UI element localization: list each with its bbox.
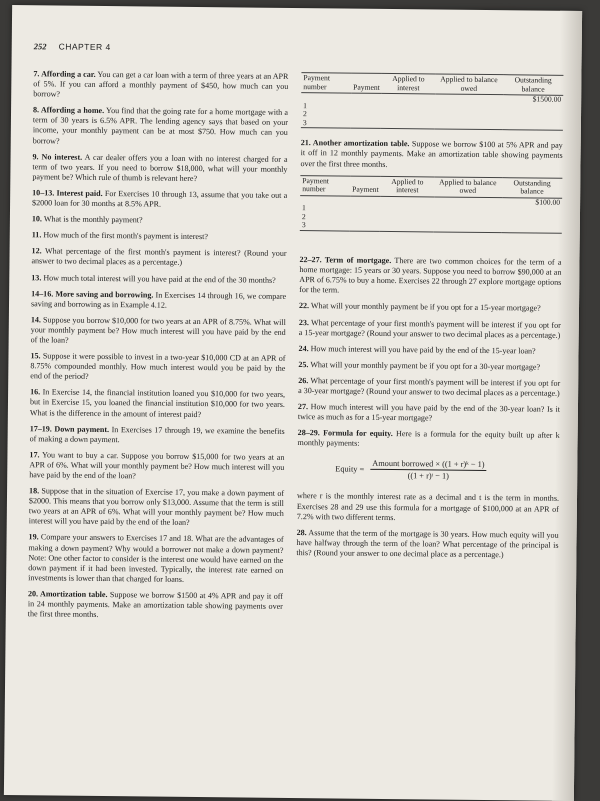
exercise-heading — [30, 351, 40, 360]
exercise-text: What percentage of the first month's payment is interest? (Round your answer to two decimal places as a percentage.) — [31, 246, 287, 268]
exercise-text: How much of the first month's payment is interest? — [43, 230, 209, 242]
exercise-number: 7. — [33, 69, 40, 79]
exercise-number: 22. — [298, 301, 310, 311]
exercise — [31, 315, 286, 348]
right-column — [296, 72, 563, 567]
exercise-heading — [299, 301, 309, 310]
exercise-number: 21. — [300, 138, 311, 148]
exercise — [296, 528, 558, 561]
exercise-text: What will your monthly payment be if you opt for a 30-year mortgage? — [310, 359, 541, 372]
exercise-text: In Exercise 14, the financial institution loaned you $10,000 for two years, but in Exercise 15, you loaned the financial institution $10,000 for two years. What is the difference in the amount of interest paid? — [29, 387, 286, 419]
formula-denominator: ((1 + r)ᵗ − 1) — [407, 471, 449, 482]
exercise — [31, 273, 286, 286]
exercise-heading — [29, 450, 39, 459]
post-formula-exercises — [296, 491, 559, 560]
exercise-number: 19. — [28, 532, 39, 542]
exercise — [299, 344, 561, 357]
exercise-text: Here is a formula for the equity built up after k monthly payments: — [297, 429, 560, 449]
table-header-cell: Outstanding balance — [502, 177, 563, 198]
exercise-number: 11. — [31, 230, 42, 240]
payment-number-cell: 1 — [301, 203, 306, 213]
exercise-heading — [33, 106, 104, 116]
exercise-number: 20. — [27, 589, 39, 599]
exercise — [299, 301, 561, 314]
exercise-text: For Exercises 10 through 13, assume that you take out a $2000 loan for 30 months at 8.5% APR. — [32, 188, 288, 209]
exercise-title: Formula for equity. — [323, 428, 393, 439]
payment-number-cell: 2 — [301, 211, 306, 221]
formula-numerator: Amount borrowed × ((1 + r)ᵏ − 1) — [370, 459, 486, 471]
amortization-table-2 — [300, 175, 563, 234]
exercise-number: 28. — [296, 527, 307, 537]
exercise-heading — [31, 289, 153, 299]
payment-number-cell: 1 — [303, 100, 307, 110]
exercise-heading — [298, 360, 308, 369]
exercise-heading — [32, 214, 42, 223]
exercise-number: 25. — [298, 359, 309, 369]
exercise-text: Suppose you borrow $10,000 for two years at an APR of 8.75%. What will your monthly payment be? How much interest will you have paid by the end of the loan? — [30, 315, 286, 345]
exercise-title: No interest. — [41, 152, 83, 162]
exercise-title: Amortization table. — [40, 589, 108, 600]
exercise-heading — [297, 528, 307, 537]
exercise — [298, 360, 560, 373]
exercise-number: 24. — [298, 343, 309, 353]
table-header-cell: Payment — [350, 176, 381, 196]
exercise — [298, 428, 560, 451]
exercise-heading — [298, 428, 393, 438]
exercise-title: Term of mortgage. — [324, 255, 392, 266]
exercise — [32, 230, 287, 243]
exercise — [299, 318, 561, 341]
table-header-cell: Applied to balance owed — [435, 74, 503, 95]
exercise-text: In Exercises 14 through 16, we compare saving and borrowing as in Example 4.12. — [30, 290, 287, 310]
exercise-text: What percentage of your first month's payment will be interest if you opt for a 30-year mortgage? (Round your answer to two decimal places as a percentage.) — [298, 376, 561, 398]
exercise-text: A car dealer offers you a loan with no interest charged for a term of two years. If you need to borrow $18,000, what will your monthly payment be? Which rule of thumb is relevant here? — [32, 152, 288, 183]
exercise-number: 12. — [31, 246, 42, 256]
textbook-page — [4, 5, 582, 801]
exercise-heading — [298, 402, 308, 411]
table-header-cell: Applied to interest — [382, 73, 435, 94]
exercise-number: 27. — [297, 402, 309, 412]
exercise-text: How much total interest will you have paid at the end of the 30 months? — [43, 272, 276, 285]
exercise-number: 17. — [29, 450, 40, 460]
table-header-cell: Payment number — [301, 73, 351, 94]
page-header — [34, 41, 111, 52]
exercise-text: Suppose that in the situation of Exercise 17, you make a down payment of $2000. This means that you borrow only $13,000. Assume that the term is still two years at an APR of 6%. What will your monthly payment be? How much interest will you have paid by the end of the loan? — [28, 486, 285, 528]
exercise-number: 14–16. — [31, 288, 54, 299]
exercise-heading — [32, 188, 103, 198]
exercise-heading — [301, 138, 410, 148]
exercise-title: More saving and borrowing. — [55, 289, 154, 300]
exercise-title: Affording a car. — [41, 69, 96, 79]
exercise — [30, 424, 285, 447]
exercise — [31, 247, 286, 270]
exercise-text: You can get a car loan with a term of three years at an APR of 5%. If you can afford a monthly payment of $450, how much can you borrow? — [33, 69, 289, 99]
exercise-number: 17–19. — [29, 423, 52, 434]
exercise-number: 13. — [31, 272, 42, 282]
exercise-text: You find that the going rate for a home mortgage with a term of 30 years is 6.5% APR. The lending agency says that based on your income, your monthly payment can be at most $750. How much can you borrow? — [32, 106, 289, 146]
exercise-text: How much interest will you have paid by the end of the 15-year loan? — [310, 343, 536, 356]
equity-formula — [335, 459, 559, 482]
exercise-text: You want to buy a car. Suppose you borrow $15,000 for two years at an APR of 6%. What will your monthly payment be? How much interest will you have paid by the end of the loan? — [29, 450, 285, 481]
exercise — [297, 491, 559, 524]
exercise-number: 10–13. — [32, 188, 55, 198]
table-row — [301, 119, 563, 131]
exercise-number: 8. — [33, 105, 40, 115]
exercise-heading — [298, 376, 308, 385]
table-header-cell: Payment number — [300, 175, 350, 196]
table-row — [300, 221, 562, 233]
exercise-heading — [32, 230, 42, 239]
amortization-table-1 — [301, 72, 564, 131]
exercise-number: 22–27. — [299, 255, 322, 265]
exercise — [32, 214, 287, 227]
exercise-heading — [31, 273, 41, 282]
exercise-number: 15. — [30, 351, 41, 361]
exercise-heading — [30, 424, 109, 434]
exercise-title: Interest paid. — [56, 188, 103, 198]
exercise — [33, 106, 288, 149]
exercise-heading — [299, 344, 309, 353]
exercise — [32, 188, 287, 211]
exercise — [28, 533, 284, 586]
exercise-number: 14. — [30, 315, 41, 325]
payment-number-cell: 3 — [301, 119, 351, 129]
exercise — [30, 351, 285, 384]
exercise-text: where r is the monthly interest rate as a decimal and t is the term in months. Exercises 28 and 29 use this formula for a mortgage of $100,000 at an APR of 7.2% with two different terms. — [296, 491, 560, 522]
exercise-title: Another amortization table. — [312, 138, 410, 149]
exercise — [33, 69, 288, 102]
exercise-heading — [33, 69, 95, 79]
exercise-text: Assume that the term of the mortgage is 30 years. How much equity will you have halfway through the term of the loan? What percentage of the principal is this? (Round your answer to one decimal place as a percentage.) — [296, 527, 559, 560]
exercise-text: What will your monthly payment be if you opt for a 15-year mortgage? — [310, 301, 541, 313]
exercise-heading — [299, 255, 391, 265]
exercise — [300, 138, 562, 171]
chapter-label: CHAPTER 4 — [58, 41, 111, 53]
table-header-cell: Applied to balance owed — [434, 177, 502, 198]
initial-balance: $1500.00 — [532, 94, 562, 104]
exercise — [298, 376, 560, 399]
exercise-heading — [29, 486, 39, 495]
exercise-title: Down payment. — [54, 424, 110, 434]
exercise-heading — [31, 315, 41, 324]
exercise-heading — [28, 589, 108, 599]
exercise-text: Suppose it were possible to invest in a two-year $10,000 CD at an APR of 8.75% compounded monthly. How much interest would you be paid by the end of the period? — [30, 351, 286, 382]
exercise-text: There are two common choices for the term of a home mortgage: 15 years or 30 years. Suppose you need to borrow $90,000 at an APR of 6.75% to buy a home. Exercises 22 through 27 explore mortgage options for the term. — [299, 256, 562, 295]
exercise-21 — [300, 138, 562, 171]
exercise — [32, 152, 287, 185]
exercise — [30, 388, 285, 421]
page-number: 252 — [33, 41, 47, 52]
exercise — [28, 589, 283, 622]
exercise-heading — [299, 318, 309, 327]
exercise-text: Compare your answers to Exercises 17 and 18. What are the advantages of making a down payment? Why would a borrower not make a down payment? Note: One other factor to consider is the interest one would have earned on the down payment if it had been invested. Typically, the interest rate earned on investments is lower than that charged for loans. — [28, 532, 284, 584]
formula-fraction — [370, 459, 486, 481]
exercise-number: 23. — [298, 317, 309, 327]
exercise — [29, 450, 284, 483]
exercise-heading — [32, 247, 42, 256]
right-exercises — [298, 255, 562, 451]
exercise-text: Suppose we borrow $1500 at 4% APR and pay it off in 24 monthly payments. Make an amortization table showing payments over the first three months. — [27, 590, 284, 620]
exercise-text: What is the monthly payment? — [43, 214, 143, 225]
table-header-cell: Payment — [351, 73, 382, 93]
exercise-number: 28–29. — [297, 428, 320, 438]
initial-balance: $100.00 — [535, 197, 561, 207]
exercise-number: 10. — [31, 214, 43, 224]
left-column — [28, 69, 289, 628]
exercise-text: How much interest will you have paid by the end of the 30-year loan? Is it twice as much as for a 15-year mortgage? — [297, 402, 561, 423]
payment-number-cell: 3 — [300, 221, 350, 231]
exercise — [299, 255, 561, 298]
exercise — [29, 486, 284, 529]
exercise-text: What percentage of your first month's payment will be interest if you opt for a 15-year mortgage? (Round your answer to two decimal places as a percentage.) — [298, 317, 561, 340]
table-header-cell: Outstanding balance — [503, 75, 564, 96]
exercise-heading — [29, 533, 39, 542]
exercise-number: 16. — [30, 387, 41, 397]
payment-number-cell: 2 — [302, 109, 307, 119]
exercise-number: 9. — [32, 151, 39, 161]
exercise-number: 18. — [29, 486, 40, 496]
exercise — [298, 402, 560, 425]
table-header-cell: Applied to interest — [381, 176, 434, 197]
exercise-text: In Exercises 17 through 19, we examine the benefits of making a down payment. — [29, 424, 285, 444]
exercise-heading — [30, 388, 40, 397]
exercise — [31, 289, 286, 312]
exercise-heading — [33, 152, 83, 162]
exercise-title: Affording a home. — [40, 105, 105, 116]
exercise-text: Suppose we borrow $100 at 5% APR and pay it off in 12 monthly payments. Make an amortization table showing payments over the first three months. — [300, 139, 563, 169]
exercise-number: 26. — [298, 375, 309, 386]
formula-lhs: Equity = — [335, 464, 365, 475]
